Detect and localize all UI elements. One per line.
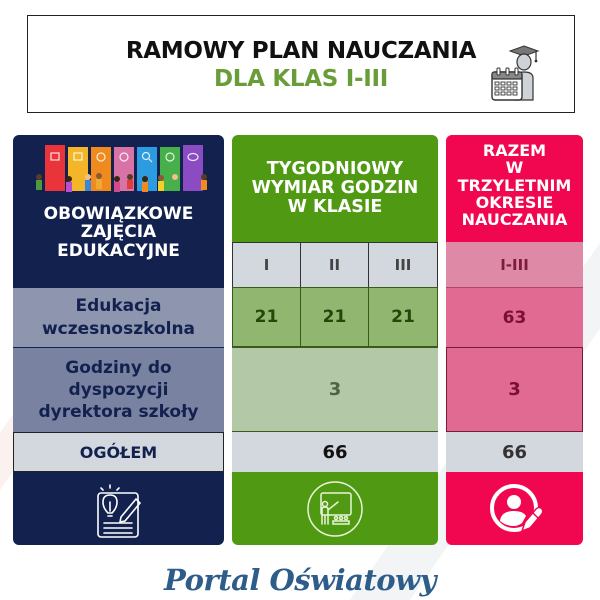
teacher-board-classroom-icon — [306, 480, 364, 538]
class-header-2 — [300, 242, 369, 288]
hours-value: 21 — [254, 307, 279, 327]
calendar-graduate-icon — [486, 42, 548, 104]
weekly-value-class-1 — [232, 287, 301, 347]
class-header-3 — [368, 242, 438, 288]
weekly-value-class-2 — [300, 287, 369, 347]
subjects-header-line: EDUKACYJNE — [57, 240, 180, 261]
weekly-header-line: TYGODNIOWY — [266, 159, 404, 179]
class-label: I — [263, 256, 270, 274]
colorful-doors-children-illustration — [33, 143, 208, 201]
three-year-header-line: OKRESIE — [475, 192, 554, 212]
weekly-value-class-3 — [368, 287, 438, 347]
subject-label: dyrektora szkoły — [38, 402, 199, 423]
subject-cell-early-education — [13, 287, 224, 347]
subject-label: Godziny do — [65, 357, 172, 378]
logo-word-portal: Portal — [164, 563, 260, 597]
class-label: III — [394, 256, 412, 274]
subject-label: Edukacja — [75, 295, 162, 316]
idea-notepad-pencil-icon — [94, 483, 144, 539]
total-value: 66 — [501, 441, 528, 463]
hours-value: 3 — [508, 379, 521, 400]
subject-label: dyspozycji — [68, 379, 169, 400]
three-year-header — [446, 142, 583, 228]
subject-label: wczesnoszkolna — [41, 318, 196, 339]
three-year-total — [446, 432, 583, 472]
class-header-1 — [232, 242, 301, 288]
three-year-value-director-hours — [446, 347, 583, 432]
total-label: OGÓŁEM — [79, 442, 158, 462]
class-range-label: I-III — [500, 255, 529, 274]
weekly-header — [232, 160, 438, 217]
subjects-header — [13, 205, 224, 260]
subjects-column — [13, 135, 224, 545]
hours-value: 63 — [502, 307, 527, 328]
hours-value: 3 — [328, 379, 342, 400]
three-year-header-line: NAUCZANIA — [461, 210, 568, 230]
total-label-cell — [13, 432, 224, 472]
title-heading: RAMOWY PLAN NAUCZANIA — [125, 38, 477, 64]
three-year-value-early-education — [446, 287, 583, 347]
weekly-total — [232, 432, 438, 472]
weekly-hours-column — [232, 135, 438, 545]
logo-word-oswiatowy: Oświatowy — [269, 563, 436, 597]
class-label: II — [328, 256, 341, 274]
total-value: 66 — [322, 441, 348, 463]
title-box — [27, 15, 575, 113]
user-edit-icon — [489, 483, 545, 539]
weekly-director-hours — [232, 347, 438, 432]
three-year-header-line: RAZEM — [482, 141, 547, 160]
subjects-header-line: OBOWIĄZKOWE — [43, 204, 194, 224]
subjects-header-line: ZAJĘCIA — [80, 222, 157, 243]
three-year-header-line: W — [505, 158, 524, 178]
three-year-header-line: TRZYLETNIM — [457, 175, 572, 195]
title-subheading: DLA KLAS I-III — [214, 66, 388, 92]
weekly-header-line: W KLASIE — [287, 196, 383, 217]
weekly-header-line: WYMIAR GODZIN — [251, 177, 419, 198]
hours-value: 21 — [322, 307, 347, 327]
subject-cell-director-hours — [13, 347, 224, 432]
three-year-total-column — [446, 135, 583, 545]
portal-oswiatowy-logo — [0, 563, 600, 597]
class-range-header — [446, 242, 583, 287]
hours-value: 21 — [391, 307, 415, 327]
